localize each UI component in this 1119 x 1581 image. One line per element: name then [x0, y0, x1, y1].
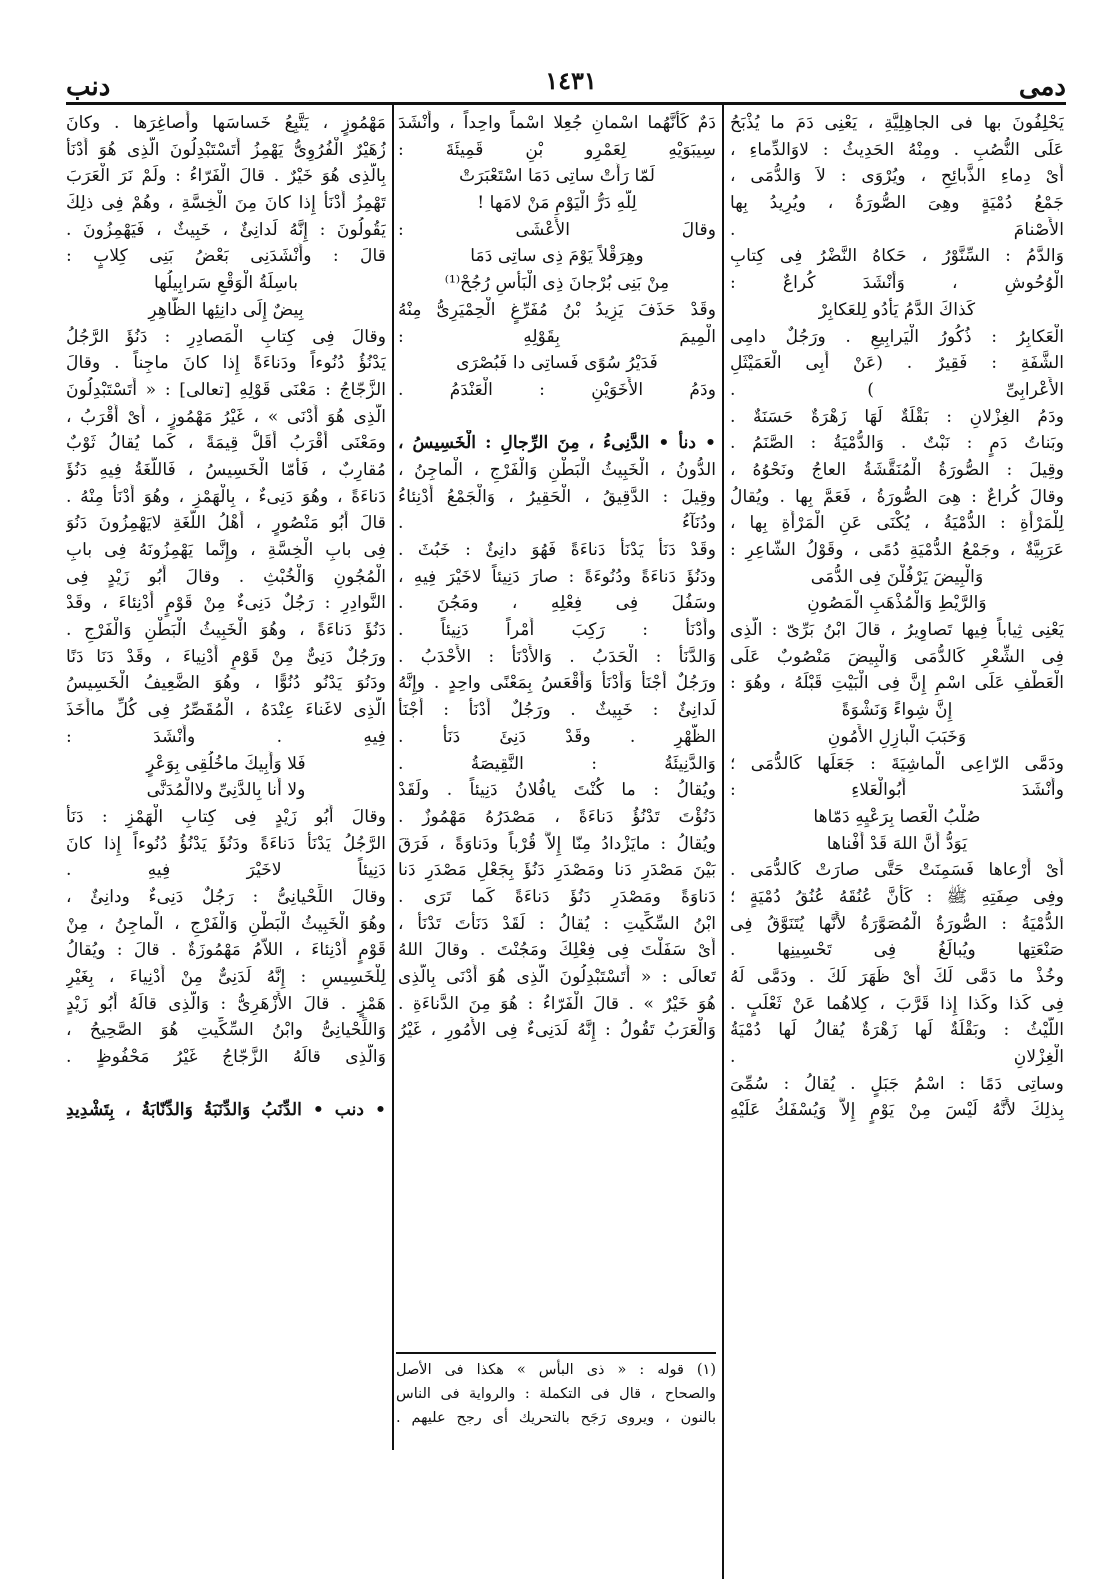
text-line: الأَعْرابِىِّ ) . [730, 379, 1064, 400]
text-line: الرَّجُلُ يَدْنَأُ دَناءَةً ودَنُؤَ يَدْنُؤُ دُنُوءاً إِذا كانَ [66, 833, 386, 854]
text-line: • دنأ • الدَّنِىءُ ، مِنَ الرِّجالِ : الْخَسِيسُ ، [398, 433, 716, 454]
footnote-line: (١) قوله : « ذى البأس » هكذا فى الأصل [396, 1362, 716, 1378]
text-line: وَالْبِيضَ يَرْفُلْنَ فِى الدُّمَى [810, 566, 984, 587]
text-line: قَوْمٍ أَدْنِئاءَ ، اللاّمُ مَهْمُوزَةٌ . قالَ : ويُقالُ [66, 940, 386, 961]
text-line: لِلْمَرْأَةِ : الدُّمْيَةُ ، يُكْنَى عَنِ الْمَرْأَةِ بِها ، [730, 513, 1064, 534]
text-line: وَالْعَرَبُ تَقُولُ : إِنَّهُ لَدَنِىءٌ فِى الأُمُورِ ، غَيْرُ [398, 1020, 716, 1041]
text-line: يَوَدُّ أَنَّ اللهَ قَدْ أَفْناها [826, 833, 968, 854]
text-line: هُوَ خَيْرٌ » . قالَ الْفَرّاءُ : هُوَ مِنَ الدَّناءَةِ . [398, 993, 716, 1014]
text-line: فِيهِ . وأَنْشَدَ : [66, 726, 386, 747]
text-line: عَرَبِيَّةٌ ، وجَمْعُ الدُّمْيَةِ دُمًى ، وقَوْلُ الشّاعِرِ : [730, 540, 1064, 560]
text-line: فِى الشِّعْرِ كَالدُّمَى وَالْبِيضَ مَنْصُوبٌ عَلَى [730, 646, 1064, 667]
column-right [730, 110, 1064, 1580]
text-line: • دنب • الدِّنَبُ وَالدِّنَبَةُ وَالدِّنّابَةُ ، بِتَشْدِيدِ [66, 1100, 386, 1121]
text-line: مُقارِبٌ ، فَأَمّا الْخَسِيسُ ، فَاللُّغَةُ فِيهِ دَنُؤَ [66, 459, 386, 480]
text-line: فَلا وَأَبِيكَ ماخُلُقِى بِوَعْرٍ [146, 753, 306, 774]
text-line: بِيضٌ إِلَى دانِئِها الظّاهِرِ [148, 299, 304, 320]
text-line: أَىْ دِماءِ الذَّبائِحِ ، ويُرْوَى : لاَ وَالدُّمَى ، [730, 166, 1064, 187]
text-line: ودَنُوَ يَدْنُو دُنُوًّا ، وهُوَ الضَّعِيفُ الْخَسِيسُ [66, 673, 386, 694]
text-line: وقالَ الأَعْشَى : [398, 219, 716, 240]
header-rule [66, 102, 1066, 105]
column-divider-right [722, 104, 724, 1579]
text-line: باسِلَةُ الْوَقْعِ سَرابِيلُها [154, 273, 298, 294]
text-line: وقَدْ حَذَفَ يَزِيدُ بْنُ مُفَرِّغٍ الْحِمْيَرِىُّ مِنْهُ [398, 299, 716, 320]
text-line: صُلْبُ الْعَصا بِرَعْيِهِ دَمّاها [813, 806, 981, 827]
text-line: الْغِزْلانِ . [730, 1047, 1064, 1068]
text-line: وقَدْ دَنَأَ يَدْنَأُ دَناءَةً فَهُوَ دانِئٌ : خَبُثَ . [398, 540, 716, 560]
text-line: يَدْنُؤُ دُنُوءاً ودَناءَةً إِذا كانَ ماجِناً . وقالَ [66, 353, 386, 374]
text-line: ويُقالُ : مايَزْدادُ مِنّا إِلاَّ قُرْباً ودَناوَةً ، فَرَقَ [398, 833, 716, 854]
text-line: وسَفُلَ فِى فِعْلِهِ ، ومَجُنَ . [398, 593, 716, 614]
text-line: يَقُولُونَ : إِنَّهُ لَدانِئٌ ، خَبِيثٌ ، فَيَهْمِزُونَ . [66, 219, 386, 240]
text-line: وهِرَقْلاً يَوْمَ ذِى ساتِى دَمَا [470, 246, 644, 267]
text-line: الأَصْنامَ . [730, 219, 1064, 240]
text-line: قالَ : وأَنْشَدَنِى بَعْضُ بَنِى كِلابٍ : [66, 246, 386, 267]
text-line: سِيبَوَيْهِ لِعَمْرِو بْنِ قَمِيئَةَ : [398, 139, 716, 160]
text-line: الْوُحُوشِ ، وَأَنْشَدَ كُراعٌ : [730, 273, 1064, 294]
text-line: جَمْعُ دُمْيَةٍ وهِىَ الصُّورَةُ ، ويُرِيدُ بِها [730, 193, 1064, 214]
column-left [66, 110, 386, 1580]
text-line: ويُقالُ : ما كُنْتَ يافُلانُ دَنِيئاً . ولَقَدْ [398, 780, 716, 801]
page-header [66, 62, 1066, 102]
text-line: مِنْ بَنِى بُرْجانَ ذِى الْبَأْسِ رُجُحْ⁽¹⁾ [444, 273, 670, 294]
text-line: وخُذْ ما دَمَّى لَكَ أَىْ ظَهَرَ لَكَ . ودَمَّى لَهُ [730, 967, 1064, 987]
text-line: أَىْ أَرْعاها فَسَمِنَتْ حَتَّى صارَتْ كَالدُّمَى . [730, 860, 1064, 881]
text-line: زُهَيْرٌ الْفُرُوِىُّ يَهْمِزُ أَتَسْتَبْدِلُونَ الَّذِى هُوَ أَدْنَأُ [66, 139, 386, 160]
text-line: وقالَ كُراعٌ : هِىَ الصُّورَةُ ، فَعَمَّ بِها . ويُقالُ [730, 486, 1064, 507]
text-line: وقالَ فِى كِتابِ الْمَصادِرِ : دَنُؤَ الرَّجُلُ [66, 326, 386, 347]
text-line: الدُّمْيَةُ : الصُّورَةُ الْمُصَوَّرَةُ لأَنَّها يُتَنَوَّقُ فِى [730, 913, 1064, 934]
text-line: ودَنُؤَ دَناءَةً ودُنُوءَةً : صارَ دَنِيئاً لاخَيْرَ فِيهِ ، [398, 566, 716, 587]
text-line: عَلَى النُّصُبِ . ومِنْهُ الحَدِيثُ : لاوَالدِّماءِ ، [730, 139, 1064, 160]
text-line: الزَّجّاجُ : مَعْنَى قَوْلِهِ [تعالى] : « أَتَسْتَبْدِلُونَ [66, 379, 386, 400]
footnote [396, 1358, 716, 1430]
text-line: وَالدَّنِيئَةُ : النَّقِيصَةُ . [398, 753, 716, 774]
text-line: وَالدَّمُ : السِّنَّوْرُ ، حَكاهُ النَّضْرُ فِى كِتابِ [730, 246, 1064, 267]
text-line: ودَمُ الأَخَوَيْنِ : الْعَنْدَمُ . [398, 379, 716, 400]
header-headword-left: دنب [66, 72, 111, 102]
text-line: دَناوَةً ومَصْدَرِ دَنُؤَ دَناءَةً كَما تَرَى . [398, 886, 716, 907]
text-line: ودَمُ الغِزْلانِ : بَقْلَةٌ لَهَا زَهْرَةٌ حَسَنَةٌ . [730, 406, 1064, 427]
text-line: لَمّا رَأَتْ ساتِى دَمَا اسْتَعْبَرَتْ [459, 166, 655, 187]
text-line: لِلْخَسِيسِ : إِنَّهُ لَدَنِىٌّ مِنْ أَدْنِياءَ ، بِغَيْرِ [66, 967, 386, 987]
text-line: الَّذِى هُوَ أَدْنَى » ، غَيْرُ مَهْمُوزٍ ، أَىْ أَقْرَبُ ، [66, 406, 386, 427]
text-line: دَنُؤْتَ تَدْنُؤُ دَناءَةً ، مَصْدَرُهُ مَهْمُوزٌ . [398, 806, 716, 827]
text-line: وقالَ أَبُو زَيْدٍ فِى كِتابِ الْهَمْزِ : دَنَأَ [66, 806, 386, 827]
text-line: لَدانِئٌ : خَبِيثٌ . ورَجُلٌ أَدْنَأُ : أَجْنَأُ [398, 700, 716, 721]
footnote-line: بالنون ، ويروى رَجَح بالتحريك أى رجح عليهم . [396, 1410, 716, 1426]
text-line: صَنْعَتِها ويُبالَغُ فِى تَحْسِينِها . [730, 940, 1064, 961]
text-line: وقِيلَ : الصُّورَةُ الْمُنَقَّشَةُ العاجُ ونَحْوُهُ ، [730, 459, 1064, 480]
text-line: دَمٌ كَأَنَّهُما اسْمانِ جُعِلا اسْماً واحِداً ، وأَنْشَدَ [398, 113, 716, 133]
text-line: وَالَّذِى قالَهُ الزَّجّاجُ غَيْرُ مَحْفُوظٍ . [66, 1047, 386, 1068]
text-line: ولا أَنا بِالدَّنِىِّ ولاالْمُدَنَّى [146, 780, 306, 801]
text-line: دَنِيئاً لاخَيْرَ فِيهِ . [66, 860, 386, 881]
text-line: بِذلِكَ لأَنَّهُ لَيْسَ مِنْ يَوْمٍ إِلاَّ وَيُسْفَكُ عَلَيْهِ [730, 1100, 1064, 1121]
text-line: قالَ أَبُو مَنْصُورٍ ، أَهْلُ اللُّغَةِ لايَهْمِزُونَ دَنُوَ [66, 513, 386, 534]
text-line: الْعَكابِرُ : ذُكُورُ الْيَرابِيعِ . ورَجُلٌ دامِى [730, 326, 1064, 347]
text-line: وَخَبَبَ الْبازِلِ الأَمُونِ [827, 726, 967, 747]
text-line: ودَمَّى الرّاعِى الْماشِيَةَ : جَعَلَها كَالدُّمَى ؛ [730, 753, 1064, 774]
text-line: وَاللِّحْيانِىُّ وابْنُ السِّكِّيتِ هُوَ الصَّحِيحُ ، [66, 1020, 386, 1041]
footnote-line: والصحاح ، قال فى التكملة : والرواية فى الناس [396, 1386, 716, 1402]
text-line: فَدَيْرُ سُوًى فَساتِى دا فَبُصْرَى [456, 353, 658, 374]
text-line: وأَدْنَأَ : رَكِبَ أَمْراً دَنِيئاً . [398, 620, 716, 641]
text-line: الْمُجُونِ وَالْخُبْثِ . وقالَ أَبُو زَيْدٍ فِى [66, 566, 386, 587]
column-middle [398, 110, 716, 1350]
text-line: اللَّيْثُ : وبَقْلَةٌ لَها زَهْرَةٌ يُقالُ لَها دُمْيَةُ [730, 1020, 1064, 1041]
text-line: الَّذِى لاغَناءَ عِنْدَهُ ، الْمُقَصِّرُ فِى كُلِّ ماأَخَذَ [66, 700, 386, 721]
footnote-rule [396, 1352, 716, 1354]
text-line: يَحْلِفُونَ بها فى الجاهِلِيَّةِ ، يَعْنِى دَمَ ما يُذْبَحُ [730, 113, 1064, 133]
text-line: دَنُؤَ دَناءَةً ، وهُوَ الْخَبِيثُ الْبَطْنِ وَالْفَرْجِ . [66, 620, 386, 641]
text-line: الدُّونُ ، الْخَبِيثُ الْبَطْنِ وَالْفَرْجِ ، الْماجِنُ ، [398, 459, 716, 480]
text-line: بِالَّذِى هُوَ خَيْرٌ . قالَ الْفَرّاءُ : ولَمْ نَرَ الْعَرَبَ [66, 166, 386, 187]
text-line: الْمِيمَ بِقَوْلِهِ : [398, 326, 716, 347]
text-line: تَعالَى : « أَتَسْتَبْدِلُونَ الَّذِى هُوَ أَدْنَى بِالَّذِى [398, 967, 716, 987]
text-line: وساتِى دَمًا : اسْمُ جَبَلٍ . يُقالُ : سُمِّىَ [730, 1073, 1064, 1094]
column-divider-left [392, 104, 394, 1450]
text-line: وَالدَّنَأُ : الْحَدَبُ . وَالأَدْنَأُ : الأَحْدَبُ . [398, 646, 716, 667]
text-line: فِى بابِ الْخِسَّةِ ، وإِنَّما يَهْمِزُونَهُ فِى بابِ [66, 540, 386, 560]
text-line: هَمْزٍ . قالَ الأَزْهَرِىُّ : وَالَّذِى قالَهُ أَبُو زَيْدٍ [66, 993, 386, 1014]
text-line: ورَجُلٌ أَجْنَأُ وَأَدْنَأُ وَأَقْعَسُ بِمَعْنًى واحِدٍ . وإِنَّهُ [398, 673, 716, 694]
text-line: ورَجُلٌ دَنِىٌّ مِنْ قَوْمٍ أَدْنِياءَ ، وقَدْ دَنَا دَنًا [66, 646, 386, 667]
text-line: وَالرَّيْطِ وَالْمُذْهَبِ الْمَصُونِ [807, 593, 987, 614]
text-line: وفِى صِفَتِهِ ﷺ : كَأَنَّ عُنُقَهُ عُنُقُ دُمْيَةٍ ؛ [730, 886, 1064, 907]
text-line: دَناءَةً ، وهُوَ دَنِىءٌ ، بِالْهَمْزِ ، وهُوَ أَدْنَأُ مِنْهُ . [66, 486, 386, 507]
text-line: كَذاكَ الدَّمُ يَأْدُو لِلعَكابِرْ [818, 299, 976, 320]
text-line: الشَّفَةِ : فَقِيرٌ . (عَنْ أَبِى الْعَمَيْثَلِ [730, 353, 1064, 374]
text-line: النَّوادِرِ : رَجُلٌ دَنِىءٌ مِنْ قَوْمٍ أَدْنِئاءَ ، وقَدْ [66, 593, 386, 614]
header-headword-right: دمى [1018, 72, 1066, 102]
text-line: وبَناتُ دَمٍ : نَبْتٌ . وَالدُّمْيَةُ : الصَّنَمُ . [730, 433, 1064, 454]
text-line: فِى كَذا وكَذا إِذا قَرَّبَ ، كِلاهُما عَنْ ثَعْلَبٍ . [730, 993, 1064, 1014]
text-line: ودُنَآءُ . [398, 513, 716, 534]
text-line: وهُوَ الْخَبِيثُ الْبَطْنِ وَالْفَرْجِ ، الْماجِنُ ، مِنْ [66, 913, 386, 934]
text-line: ومَعْنَى أَقْرَبُ أَقَلُّ قِيمَةً ، كَما يُقالُ ثَوْبٌ [66, 433, 386, 454]
text-line [398, 404, 716, 431]
text-line: لِلّهِ دَرُّ الْيَوْمِ مَنْ لامَها ! [477, 193, 637, 214]
text-line: الظَّهْرِ . وقَدْ دَنِئَ دَنَأً . [398, 726, 716, 747]
text-line: وقالَ اللِّحْيانِىُّ : رَجُلٌ دَنِىءٌ ودانِئٌ ، [66, 886, 386, 907]
text-line: ابْنُ السِّكِّيتِ : يُقالُ : لَقَدْ دَنَأْتَ تَدْنَأُ ، [398, 913, 716, 934]
text-line: إِنَّ شِواءً وَنَشْوَةً [841, 700, 953, 721]
text-line [66, 1071, 386, 1098]
text-line: وقِيلَ : الدَّقِيقُ ، الْحَقِيرُ ، وَالْجَمْعُ أَدْنِئاءُ [398, 486, 716, 507]
text-line: بَيْنَ مَصْدَرِ دَنا ومَصْدَرِ دَنُؤَ بِجَعْلِ مَصْدَرِ دَنا [398, 860, 716, 881]
text-line: مَهْمُوزٍ ، يَتَّبِعُ خَساسَها وأَصاغِرَها . وكانَ [66, 113, 386, 133]
page-number: ١٤٣١ [545, 66, 597, 95]
text-line: يَعْنِى ثِياباً فِيها تَصاوِيرُ ، قالَ ابْنُ بَرِّىّ : الَّذِى [730, 620, 1064, 641]
text-line: وأَنْشَدَ أَبُوالْعَلاءِ : [730, 780, 1064, 801]
text-line: أَىْ سَفَلْتَ فِى فِعْلِكَ ومَجُنْتَ . وقالَ اللهُ [398, 940, 716, 961]
text-line: تَهْمِزُ أَدْنَأُ إِذا كانَ مِنَ الْخِسَّةِ ، وهُمْ فِى ذلِكَ [66, 193, 386, 214]
text-line: الْعَطْفِ عَلَى اسْمِ إِنَّ فِى الْبَيْتِ قَبْلَهُ ، وهُوَ : [730, 673, 1064, 694]
